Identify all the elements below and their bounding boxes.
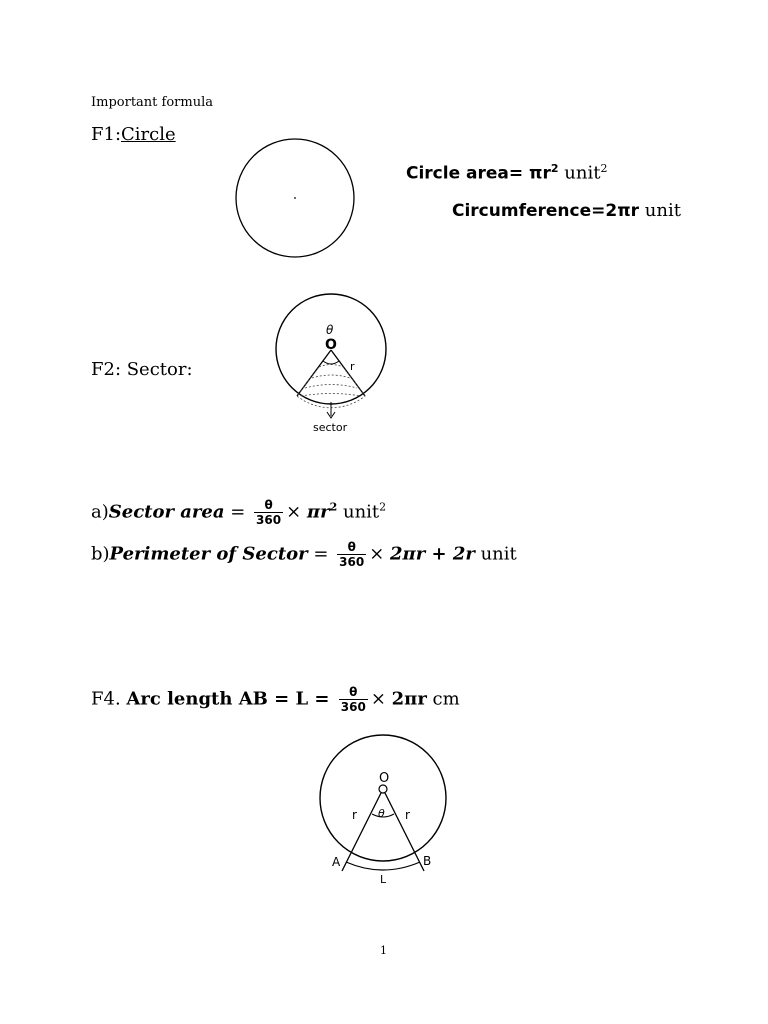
circle-area-unit-exponent: 2 <box>600 162 608 175</box>
sector-shading <box>297 365 365 408</box>
formula-a-unit-exponent: 2 <box>379 500 387 514</box>
circle-diagram <box>230 132 360 264</box>
f4-fraction <box>339 685 368 714</box>
formula-a-name: Sector area <box>108 501 225 523</box>
formula-a-fraction <box>254 498 283 527</box>
sector-radius-label: r <box>350 360 355 373</box>
f4-prefix: F4. <box>91 688 127 710</box>
circle-area-exponent: 2 <box>550 162 559 175</box>
formula-b-times: × <box>369 543 391 565</box>
f4-expression: 2πr <box>391 688 427 710</box>
formula-a-equals: = <box>224 501 252 523</box>
arc-length-curve <box>346 862 420 870</box>
formula-b-unit: unit <box>474 543 517 565</box>
f1-prefix: F1: <box>91 124 122 145</box>
formula-b-equals: = <box>307 543 335 565</box>
formula-a-denominator: 360 <box>256 513 282 527</box>
formula-b-fraction <box>337 540 366 569</box>
arc-radius-right <box>385 793 424 871</box>
f4-name: Arc length AB = L = <box>126 688 336 710</box>
f4-denominator: 360 <box>340 700 366 714</box>
arc-radius-left <box>342 793 381 871</box>
f4-times: × <box>370 688 392 710</box>
f1-title: Circle <box>121 124 176 145</box>
formula-b-prefix: b) <box>91 543 110 565</box>
sector-shading-line <box>312 375 350 378</box>
sector-center-label: O <box>325 337 337 353</box>
sector-perimeter-formula <box>91 540 517 569</box>
f4-numerator: θ <box>339 685 368 700</box>
circle-area-unit: unit <box>558 162 601 184</box>
formula-b-name: Perimeter of Sector <box>109 543 308 565</box>
formula-b-expression: 2πr + 2r <box>390 543 475 565</box>
arc-length-label: L <box>380 873 387 886</box>
sector-shading-line <box>305 385 357 389</box>
arc-length-formula <box>91 685 460 714</box>
formula-b-denominator: 360 <box>339 555 365 569</box>
page-number: 1 <box>380 944 387 957</box>
arc-circle-outline <box>320 735 446 861</box>
formula-a-expression: πr <box>306 501 330 523</box>
sector-radius-left <box>297 350 331 396</box>
circle-area-label: Circle area= πr <box>406 163 551 184</box>
arc-center-point <box>379 785 387 793</box>
sector-caption: sector <box>313 421 348 434</box>
arc-radius-left-label: r <box>352 808 357 822</box>
formula-a-times: × <box>286 501 307 523</box>
f1-heading <box>91 124 176 145</box>
circumference-formula <box>452 200 681 221</box>
circle-area-formula <box>406 162 607 183</box>
formula-a-prefix: a) <box>91 501 109 523</box>
f2-label: F2: Sector: <box>91 359 193 380</box>
sector-theta-label: θ <box>326 323 334 337</box>
page-heading: Important formula <box>91 95 213 110</box>
sector-shading-line <box>301 394 361 397</box>
arc-point-a-label: A <box>332 855 341 869</box>
circle-center-dot <box>294 197 296 199</box>
formula-a-unit: unit <box>337 501 380 523</box>
arc-center-label: O <box>379 771 390 786</box>
arc-radius-right-label: r <box>405 808 410 822</box>
circumference-label: Circumference=2πr <box>452 201 640 221</box>
f4-unit: cm <box>426 688 460 710</box>
arc-length-diagram <box>310 728 455 888</box>
formula-b-numerator: θ <box>337 540 366 555</box>
sector-area-formula <box>91 498 386 527</box>
sector-angle-arc <box>323 361 339 364</box>
formula-a-numerator: θ <box>254 498 283 513</box>
arc-theta-label: θ <box>378 807 385 820</box>
sector-diagram <box>270 290 395 440</box>
formula-a-expression-exponent: 2 <box>329 500 338 514</box>
arc-point-b-label: B <box>423 854 432 868</box>
circumference-unit: unit <box>639 200 681 221</box>
